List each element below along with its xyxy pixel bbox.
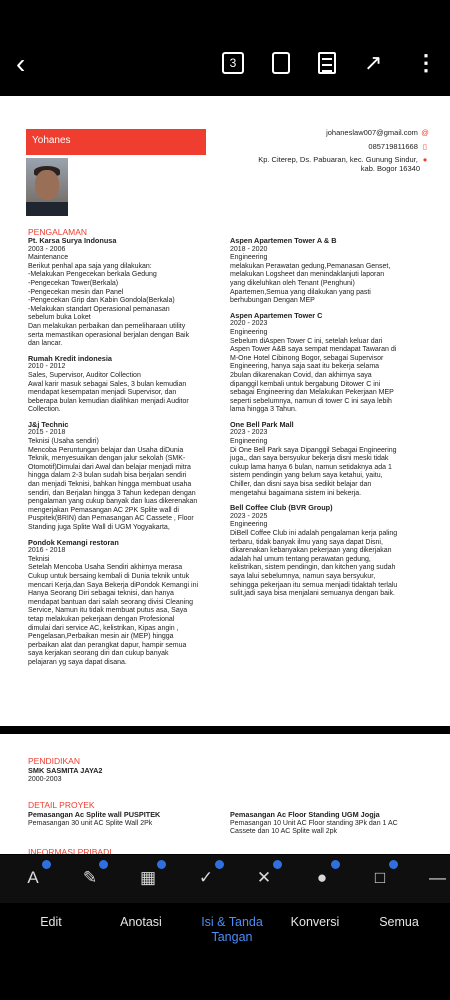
- experience-line: -Melakukan Pengecekan berkala Gedung: [28, 271, 157, 279]
- project-1: Pemasangan Ac Splite wall PUSPITEK Pemasangan 30 unit AC Splite Wall 2Pk: [28, 810, 161, 827]
- experience-line: Setelah Mencoba Usaha Sendiri akhirnya merasa: [28, 564, 183, 572]
- experience-line: 2010 - 2012: [28, 363, 66, 371]
- rectangle-icon[interactable]: □: [369, 867, 391, 889]
- experience-line: 2016 - 2018: [28, 547, 66, 555]
- experience-line: dan lancar.: [28, 340, 63, 348]
- experience-line: tetap melakukan pekerjaan dengan Profesional: [28, 615, 175, 623]
- experience-line: kelistrikan, sistem pendingin, dan kitchen yang sudah: [230, 564, 396, 572]
- experience-line: sehingga pekerjaan itu semua menjadi tidaktah terlalu: [230, 581, 398, 589]
- experience-line: 2020 - 2023: [230, 320, 268, 328]
- experience-line: Engineering: [230, 438, 268, 446]
- profile-photo: [26, 158, 68, 216]
- experience-line: sendiri, dan Berjalan hingga 3 Tahun kedepan dengan: [28, 489, 196, 497]
- experience-line: Engineering, hanya saja saat itu bekerja selama: [230, 363, 380, 371]
- experience-entry: [28, 539, 228, 668]
- dot-icon[interactable]: ●: [311, 867, 333, 889]
- experience-line: saya kerjakan seorang diri dan cukup banyak: [28, 650, 169, 658]
- experience-line: mendapat kesempatan menjadi Supervisor, dan: [28, 389, 177, 397]
- experience-line: perbaikan alat dan perangkat dapur, hampir semua: [28, 641, 187, 649]
- experience-line: Teknisi: [28, 555, 50, 563]
- experience-line: melakukan Perawatan gedung,Pemanasan Genset,: [230, 262, 391, 270]
- section-experience: PENGALAMAN: [28, 227, 88, 237]
- experience-line: adalah hal umum tentang perawatan gedung,: [230, 555, 371, 563]
- experience-line: Collection.: [28, 406, 61, 414]
- annotation-toolbar: [0, 855, 450, 903]
- experience-line: -Melakukan standart Operasional pemanasan: [28, 305, 170, 313]
- experience-line: Dan melakukan perbaikan dan pemeliharaan utility: [28, 322, 186, 330]
- top-bar: [0, 0, 450, 95]
- experience-line: mendapat bantuan dari salah seorang divisi Cleaning: [28, 598, 193, 606]
- experience-line: juga,, dan saya bersyukur bekerja disni meski tidak: [230, 455, 389, 463]
- experience-line: 2023 - 2023: [230, 429, 268, 437]
- experience-entry: [28, 421, 228, 539]
- phone-line: 085719811668 ▯: [368, 142, 430, 151]
- experience-line: 2bulan dikarenakan Covid, dan akhirnya saya: [230, 371, 372, 379]
- experience-line: pengalaman yang cukup banyak dan luas dikerenakan: [28, 498, 198, 506]
- employer-name: Aspen Apartemen Tower C: [230, 310, 323, 320]
- experience-line: Awal karir masuk sebagai Sales, 3 bulan kemudian: [28, 380, 187, 388]
- section-education: PENDIDIKAN: [28, 756, 80, 766]
- experience-line: Sebelum diAspen Tower C ini, setelah keluar dari: [230, 337, 383, 345]
- employer-name: Pondok Kemangi restoran: [28, 537, 119, 547]
- experience-line: saya lalui sebelumnya, namun saya bersyukur,: [230, 572, 376, 580]
- name-banner: [26, 129, 206, 155]
- tab-fill-sign[interactable]: Isi & Tanda Tangan: [201, 915, 263, 944]
- experience-line: sistem pendingin yang belum saya ketahui, yaitu,: [230, 472, 383, 480]
- experience-line: mengetahui bagaimana sistem ini bekerja.: [230, 489, 362, 497]
- document-view-icon[interactable]: [318, 52, 336, 74]
- employer-name: Bell Coffee Club (BVR Group): [230, 503, 333, 513]
- experience-line: sulit,jadi saya bisa menjalani semuanya dengan baik.: [230, 590, 395, 598]
- pen-icon[interactable]: ✎: [79, 867, 101, 889]
- experience-line: DiBell Coffee Club ini adalah pengalaman kerja paling: [230, 530, 398, 537]
- experience-line: Teknisi (Usaha sendiri): [28, 438, 99, 446]
- experience-line: serta memastikan operasional berjalan dengan Baik: [28, 331, 190, 339]
- email-line: johaneslaw007@gmail.com @: [326, 128, 429, 137]
- tab-annotate[interactable]: Anotasi: [120, 915, 162, 929]
- text-box-icon[interactable]: A: [22, 867, 44, 889]
- experience-line: 2018 - 2020: [230, 245, 268, 253]
- experience-line: Mencoba Peruntungan belajar dan Usaha diDunia: [28, 446, 184, 454]
- bottom-tabs: [0, 903, 450, 1000]
- education-entry: [28, 767, 102, 784]
- experience-line: hingga dalam 2-3 bulan sudah bisa berjalan sendiri: [28, 472, 187, 480]
- experience-line: dipanggil kembali untuk bergabung Ditower C ini: [230, 380, 381, 388]
- experience-entry: [230, 237, 430, 312]
- experience-line: -Pengecekan mesin dan Panel: [28, 288, 124, 296]
- experience-line: dikarenakan kebanyakan pekerjaan yang dikerjakan: [230, 547, 392, 555]
- tab-edit[interactable]: Edit: [40, 915, 62, 929]
- experience-line: Standing juga Splite Wall di UGM Yogyakarta,: [28, 524, 170, 531]
- employer-name: Rumah Kredit indonesia: [28, 353, 112, 363]
- experience-entry: [230, 504, 430, 599]
- experience-left-column: [28, 237, 228, 668]
- experience-line: mengerjakan Pemasangan AC 2PK Splite wall di: [28, 506, 179, 514]
- checkmark-icon[interactable]: ✓: [195, 867, 217, 889]
- experience-entry: [230, 312, 430, 421]
- experience-entry: [28, 355, 228, 421]
- experience-entry: [230, 421, 430, 504]
- experience-line: -Pengecekan Tower(Berkala): [28, 279, 119, 287]
- project-2: Pemasangan Ac Floor Standing UGM Jogja Pemasangan 10 Unit AC Floor standing 3Pk dan 1 AC Cassete dan 10 AC Splite wall 2pk: [230, 810, 398, 836]
- employer-name: One Bell Park Mall: [230, 419, 294, 429]
- experience-line: Engineering: [230, 254, 268, 262]
- employer-name: J&j Technic: [28, 419, 69, 429]
- experience-line: Maintenance: [28, 254, 69, 262]
- experience-line: Puspitek(BRIN) dan Pemasangan AC Cassete , Floor: [28, 515, 194, 523]
- experience-line: seperti sebelumnya, namun di tower C ini saya lebih: [230, 397, 392, 405]
- phone-icon: ▯: [422, 142, 428, 151]
- experience-entry: [28, 237, 228, 355]
- experience-line: 2023 - 2025: [230, 512, 268, 520]
- experience-right-column: [230, 237, 430, 599]
- experience-line: lama hingga 3 Tahun.: [230, 406, 297, 414]
- experience-line: pelajaran yg saya dapat disana.: [28, 658, 127, 666]
- experience-line: -Pengecekan Grip dan Kabin Gondola(Berkala): [28, 297, 175, 305]
- experience-line: melakukan Logsheet dan menindaklanjuti laporan: [230, 271, 385, 279]
- experience-line: Teknik, menyesuaikan dengan jalur sekolah (SMK-: [28, 455, 186, 463]
- experience-line: Engineering: [230, 521, 268, 529]
- experience-line: Otomotif)Dimulai dari Awal dan belajar menjadi mitra: [28, 463, 191, 471]
- calendar-icon[interactable]: ▦: [137, 867, 159, 889]
- cv-name: Yohanes: [32, 135, 71, 146]
- experience-line: Di One Bell Park saya Dipanggil Sebagai Engineering: [230, 446, 397, 454]
- experience-line: sebagai Engineering dan Melakukan Pekerjaan MEP: [230, 389, 394, 397]
- experience-line: 2015 - 2018: [28, 429, 66, 437]
- document-page[interactable]: [0, 96, 450, 726]
- cross-icon[interactable]: ✕: [253, 867, 275, 889]
- back-icon[interactable]: ‹: [16, 48, 26, 79]
- experience-line: Cukup untuk bersaing kembali di Dunia teknik untuk: [28, 572, 190, 580]
- experience-line: Aspen Tower A&B saya sempat mendapat Tawaran di: [230, 346, 397, 354]
- location-icon: ●: [422, 155, 428, 164]
- employer-name: Pt. Karsa Surya Indonusa: [28, 236, 117, 245]
- section-personal: INFORMASI PRIBADI: [28, 847, 112, 854]
- experience-line: M-One Hotel Cibinong Bogor, sebagai Supervisor: [230, 354, 384, 362]
- tab-convert[interactable]: Konversi: [290, 915, 340, 929]
- more-options-icon[interactable]: ⋮: [415, 50, 437, 75]
- page-count-button[interactable]: 3: [222, 52, 244, 74]
- employer-name: Aspen Apartemen Tower A & B: [230, 236, 337, 245]
- address-line: Kp. Citerep, Ds. Pabuaran, kec. Gunung Sindur, ● kab. Bogor 16340: [258, 155, 430, 173]
- experience-line: Engineering: [230, 328, 268, 336]
- experience-line: Chiller, dan disni saya bisa sedikit belajar dan: [230, 481, 372, 489]
- experience-line: mencari Kerja,dan Saya Bekerja diPondok Kemangi ini: [28, 581, 199, 589]
- experience-line: berhubungan Dengan MEP: [230, 297, 315, 305]
- experience-line: Apartemen,Semua yang dilakukan yang pasti: [230, 288, 371, 296]
- tab-all[interactable]: Semua: [379, 915, 419, 929]
- section-projects: DETAIL PROYEK: [28, 800, 95, 810]
- experience-line: yang dikeluhkan oleh Tenant (Penghuni): [230, 279, 355, 287]
- experience-line: terbaru, tidak banyak ilmu yang saya dapat Disni,: [230, 538, 383, 546]
- experience-line: sebelum buka Loket: [28, 314, 91, 322]
- experience-line: 2003 - 2006: [28, 245, 66, 253]
- experience-line: dimulai dari service AC, kelistrikan, Kipas angin ,: [28, 624, 179, 632]
- email-icon: @: [421, 128, 429, 137]
- share-icon[interactable]: ↗: [364, 50, 383, 75]
- experience-line: Sales, Supervisor, Auditor Collection: [28, 371, 141, 379]
- experience-line: cukup lama hanya 6 bulan, namun setidaknya ada 1: [230, 463, 392, 471]
- experience-line: beberapa bulan kemudian dialihkan menjadi Auditor: [28, 397, 189, 405]
- school-years: 2000-2003: [28, 775, 62, 783]
- experience-line: Pengelasan,Perbaikan mesin air (MEP) hingga: [28, 633, 174, 641]
- experience-line: dan menjadi Teknisi, bahkan hingga membuat usaha: [28, 481, 192, 489]
- document-page-next[interactable]: [0, 734, 450, 854]
- experience-line: Hanya Seorang Diri sebagai teknisi, dan hanya: [28, 590, 174, 598]
- experience-line: Berikut penhal apa saja yang dilakukan:: [28, 262, 152, 270]
- experience-line: Service, Namun itu tidak membuat putus asa, Saya: [28, 607, 188, 615]
- fullscreen-icon[interactable]: [272, 52, 290, 74]
- line-icon[interactable]: —: [429, 868, 446, 887]
- school-name: SMK SASMITA JAYA2: [28, 766, 103, 775]
